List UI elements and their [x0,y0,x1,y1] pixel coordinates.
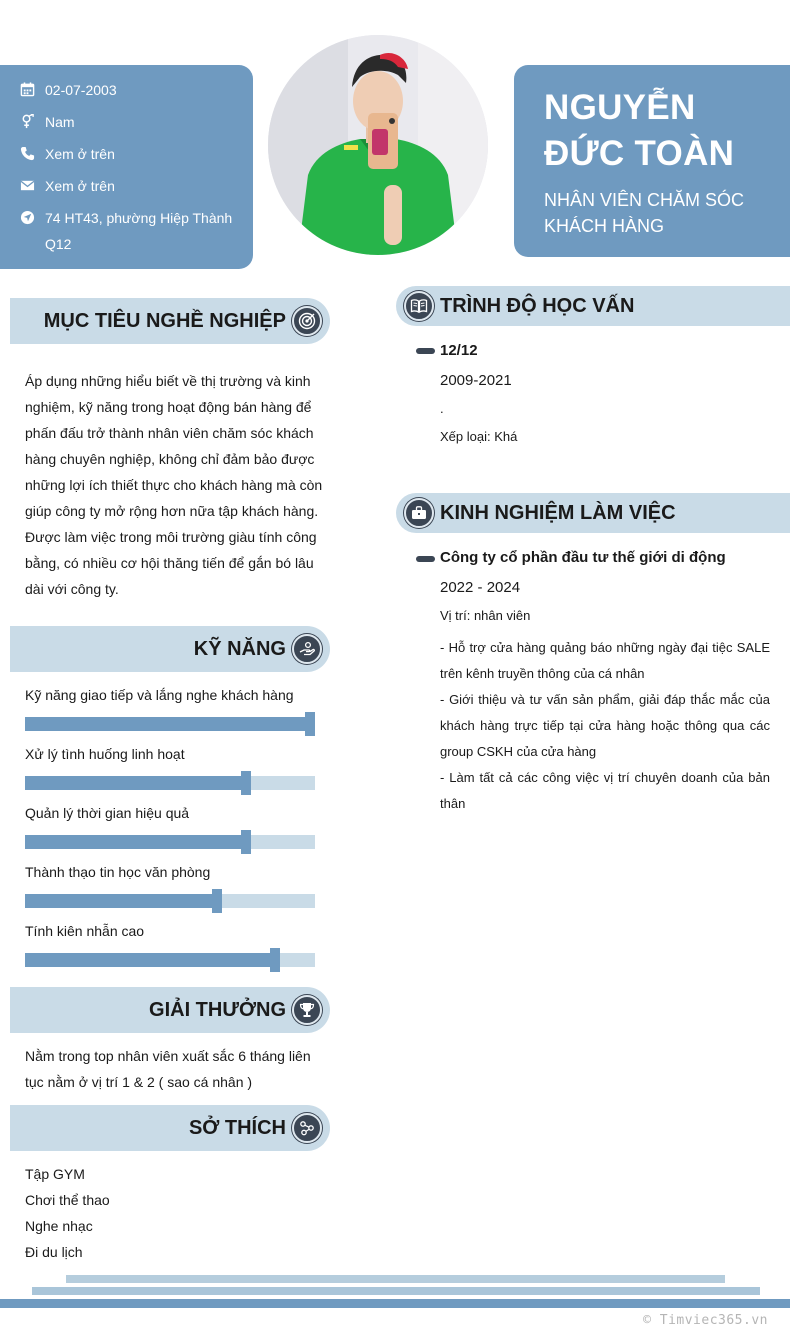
skill-level-fill [25,776,251,790]
phone-value: Xem ở trên [45,146,115,162]
award-text: Nằm trong top nhân viên xuất sắc 6 tháng liên tục nằm ở vị trí 1 & 2 ( sao cá nhân ) [25,1048,311,1090]
skill-level-track [25,953,315,967]
hobby-item: Đi du lịch [25,1244,83,1260]
skill-level-fill [25,835,251,849]
skill-hand-icon [292,634,322,664]
hobbies-heading-bar [10,1105,330,1151]
gender-icon [20,109,45,129]
timeline-bullet [416,348,435,354]
timeline-bullet [416,556,435,562]
contact-gender [20,109,239,135]
hobby-item: Nghe nhạc [25,1218,93,1234]
target-icon [292,306,322,336]
skill-level-fill [25,717,315,731]
address-value: 74 HT43, phường Hiệp Thành Q12 [45,210,233,252]
skill-name: Xử lý tình huống linh hoạt [25,746,185,762]
skill-name: Tính kiên nhẫn cao [25,923,145,939]
experience-position: Vị trí: nhân viên [440,608,531,623]
education-major: . [440,401,444,416]
education-heading-bar [396,286,790,326]
objective-text: Áp dụng những hiểu biết về thị trường và kinh nghiệm, kỹ năng trong hoạt động bán hàng để phấn đấu trở thành nhân viên chăm sóc khách hàng chuyên nghiệp, không chỉ đảm bảo được những lợi ích thiết thực cho khách hàng mà còn giúp công ty mở rộng hơn nữa tập khách hàng. Được làm việc trong môi trường giàu tính công bằng, có nhiều cơ hội thăng tiến để gắn bó lâu dài với công ty. [25,373,323,597]
skill-item [25,803,315,849]
gender-value: Nam [45,114,75,130]
phone-icon [20,141,45,161]
skill-level-track [25,717,315,731]
experience-description [440,635,770,817]
skill-item [25,921,315,967]
hobby-item: Chơi thể thao [25,1192,110,1208]
experience-detail: - Làm tất cả các công việc vị trí chuyên doanh của bản thân [440,770,770,811]
experience-heading-bar [396,493,790,533]
education-period: 2009-2021 [440,372,512,389]
education-grade: Xếp loại: Khá [440,429,518,444]
experience-heading: KINH NGHIỆM LÀM VIỆC [440,501,676,524]
objective-heading: MỤC TIÊU NGHỀ NGHIỆP [43,309,286,332]
objective-heading-bar [10,298,330,344]
education-heading: TRÌNH ĐỘ HỌC VẤN [440,294,635,317]
dob-value: 02-07-2003 [45,82,117,98]
contact-email [20,173,239,199]
hobby-list [25,1161,110,1265]
envelope-icon [20,173,45,193]
awards-heading: GIẢI THƯỞNG [149,998,286,1021]
location-icon [20,205,45,225]
footer-stripe-bottom [0,1299,790,1308]
briefcase-icon [404,498,434,528]
skill-name: Quản lý thời gian hiệu quả [25,805,190,821]
book-icon [404,291,434,321]
avatar [268,35,488,255]
skill-item [25,685,315,731]
footer-stripe-middle [32,1287,760,1295]
skill-level-marker [212,889,222,913]
contact-dob [20,77,239,103]
skill-level-marker [241,830,251,854]
experience-company: Công ty cổ phần đầu tư thế giới di động [440,549,726,566]
skills-heading: KỸ NĂNG [193,637,286,660]
skills-heading-bar [10,626,330,672]
skill-item [25,744,315,790]
skill-item [25,862,315,908]
contact-card [0,65,253,269]
hobby-icon [292,1113,322,1143]
awards-heading-bar [10,987,330,1033]
contact-address [20,205,239,257]
footer-stripe-top [66,1275,725,1283]
skill-level-marker [305,712,315,736]
education-school: 12/12 [440,342,478,359]
education-entry [440,338,770,450]
watermark: © Timviec365.vn [643,1313,768,1328]
experience-period: 2022 - 2024 [440,579,521,596]
skill-level-marker [270,948,280,972]
skill-level-track [25,894,315,908]
skill-level-marker [241,771,251,795]
name-card [514,65,790,257]
experience-detail: - Giới thiệu và tư vấn sản phẩm, giải đáp thắc mắc của khách hàng trực tiếp tại cửa hàng hoặc thông qua các group CSKH của cửa hàng [440,692,770,759]
experience-detail: - Hỗ trợ cửa hàng quảng báo những ngày đại tiệc SALE trên kênh truyền thông của cá nhân [440,640,770,681]
email-value: Xem ở trên [45,178,115,194]
skill-level-fill [25,894,222,908]
job-title: NHÂN VIÊN CHĂM SÓC KHÁCH HÀNG [544,190,745,236]
hobby-item: Tập GYM [25,1166,85,1182]
experience-entry [440,545,770,817]
hobbies-heading: SỞ THÍCH [188,1116,286,1139]
skill-level-track [25,776,315,790]
calendar-icon [20,77,45,97]
skill-level-fill [25,953,280,967]
skill-name: Thành thạo tin học văn phòng [25,864,211,880]
contact-phone [20,141,239,167]
trophy-icon [292,995,322,1025]
candidate-name: NGUYỄN ĐỨC TOÀN [544,88,735,173]
skill-name: Kỹ năng giao tiếp và lắng nghe khách hàng [25,687,294,703]
skill-level-track [25,835,315,849]
